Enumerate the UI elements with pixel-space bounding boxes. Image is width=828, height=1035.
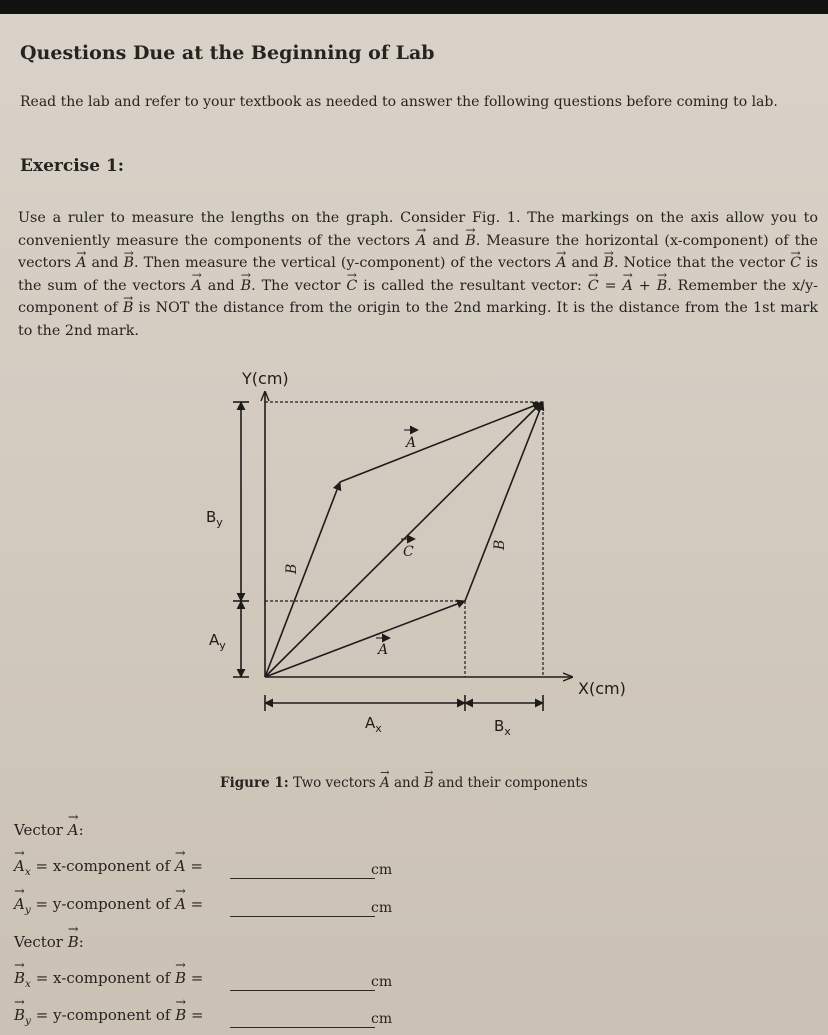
- vector-figure: [0, 14, 828, 1035]
- ay-question: → $A_y$ = y-component of → A =: [14, 895, 203, 916]
- vector-b-right: [465, 402, 543, 601]
- bx-unit: cm: [371, 974, 393, 990]
- by-unit: cm: [371, 1011, 393, 1027]
- worksheet-page: [0, 14, 828, 1035]
- vector-b-left: [265, 482, 340, 677]
- label-vector-a-top: A: [406, 435, 417, 451]
- label-ax: $A_x$: [365, 714, 382, 735]
- vector-a-top: [340, 403, 541, 482]
- intro-text: Read the lab and refer to your textbook as needed to answer the following questions before coming to lab.: [20, 94, 778, 110]
- ax-unit: cm: [371, 862, 393, 878]
- vector-a-heading: Vector → A:: [14, 821, 84, 839]
- exercise-paragraph: Use a ruler to measure the lengths on the graph. Consider Fig. 1. The markings on the axis allow you to conveniently measure the components of the vectors → A and → B. Measure the horizontal (x-component) of the vectors → A and → B. Then measure the vertical (y-component) of the vectors → A and → B. Notice that the vector → C is the sum of the vectors → A and → B. The vector → C is called the resultant vector: → C = → A + → B. Remember the x/y-component of → B is NOT the distance from the origin to the 2nd marking. It is the distance from the 1st mark to the 2nd mark.: [18, 207, 818, 342]
- ay-unit: cm: [371, 900, 393, 916]
- label-vector-c: C: [403, 544, 414, 560]
- label-vector-b-left: B: [284, 563, 300, 574]
- by-question: → $B_y$ = y-component of → B =: [14, 1006, 204, 1027]
- ay-answer-blank[interactable]: [230, 898, 375, 917]
- ax-question: → $A_x$ = x-component of → A =: [14, 857, 203, 878]
- label-vector-a-bottom: A: [378, 642, 389, 658]
- bx-question: → $B_x$ = x-component of → B =: [14, 969, 203, 990]
- exercise-title: Exercise 1:: [20, 156, 125, 176]
- label-vector-b-right: B: [492, 539, 508, 550]
- label-by: $B_y$: [206, 508, 223, 529]
- vector-b-heading: Vector → B:: [14, 933, 84, 951]
- label-bx: $B_x$: [494, 717, 511, 738]
- by-answer-blank[interactable]: [230, 1009, 375, 1028]
- x-axis-label: X(cm): [578, 679, 626, 698]
- label-ay: $A_y$: [209, 631, 226, 652]
- bx-answer-blank[interactable]: [230, 972, 375, 991]
- ax-answer-blank[interactable]: [230, 860, 375, 879]
- y-axis-label: Y(cm): [242, 369, 289, 388]
- figure-caption: Figure 1: Two vectors → A and → B and their components: [220, 775, 588, 791]
- page-title: Questions Due at the Beginning of Lab: [20, 42, 435, 64]
- vector-a-bottom: [265, 601, 465, 677]
